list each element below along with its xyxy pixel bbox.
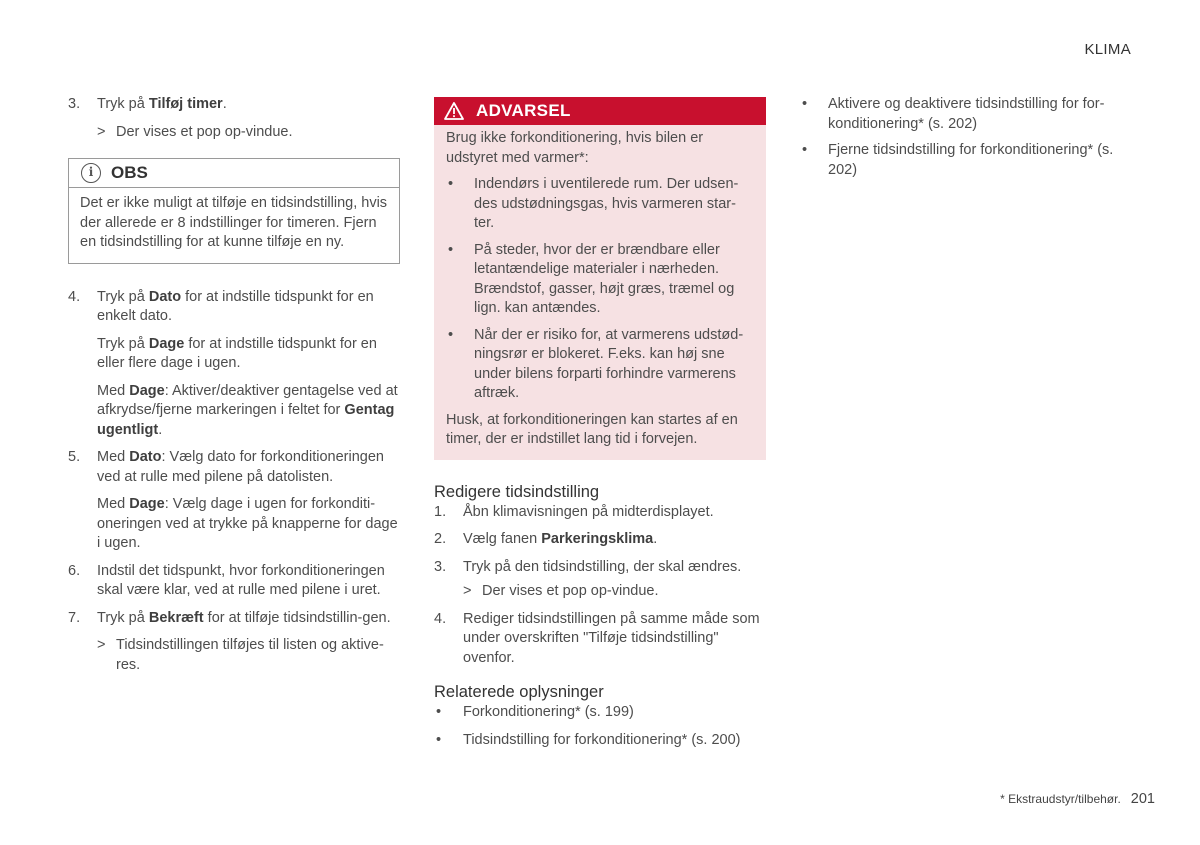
warning-bullet: • Når der er risiko for, at varmerens udstød-ningsrør er blokeret. F.eks. kan høj sne under bilens forparti forhindre varmerens aftræk. <box>448 326 744 401</box>
footnote: * Ekstraudstyr/tilbehør. <box>1000 792 1121 806</box>
edit-step-3: 3. Tryk på den tidsindstilling, der skal ændres. > Der vises et pop op-vindue. <box>434 558 766 602</box>
ui-term: Dato <box>129 449 162 465</box>
step-result: > Tidsindstillingen tilføjes til listen og aktive-res. <box>97 637 384 673</box>
edit-step-1: 1. Åbn klimavisningen på midterdisplayet. <box>434 503 714 520</box>
step-4: 4. Tryk på Dato for at indstille tidspunkt for en enkelt dato. Tryk på Dage for at indstille tidspunkt for en eller flere dage i ugen. Med Dage: Aktiver/deaktiver gentagelse ved at afkrydse/fjerne markeringen i feltet for Gentag ugentligt. <box>68 288 398 438</box>
step-number: 6. <box>68 562 81 579</box>
step-number: 5. <box>68 449 81 465</box>
related-link[interactable]: • Forkonditionering* (s. 199) <box>436 704 634 720</box>
ui-term: Dage <box>129 496 165 512</box>
note-header <box>69 159 399 188</box>
page-footer <box>1000 790 1155 810</box>
ui-term: Dage <box>129 382 165 399</box>
ui-term: Tilføj timer <box>148 96 223 112</box>
warning-title: ADVARSEL <box>476 101 571 121</box>
related-link[interactable]: • Fjerne tidsindstilling for forkonditionering* (s. 202) <box>802 142 1114 178</box>
step-number: 3. <box>68 96 81 112</box>
column-1 <box>68 95 403 683</box>
step-3: 3. Tryk på Tilføj timer. > Der vises et pop op-vindue. <box>68 95 403 142</box>
warning-intro: Brug ikke forkonditionering, hvis bilen er udstyret med varmer*: <box>446 130 704 166</box>
warning-header <box>434 97 766 125</box>
warning-bullet: • Indendørs i uventilerede rum. Der udsen-des udstødningsgas, hvis varmeren star-ter. <box>448 176 739 231</box>
ui-term: Bekræft <box>148 609 204 626</box>
step-5: 5. Med Dato: Vælg dato for forkonditioneringen ved at rulle med pilene på datolisten. Med Dage: Vælg dage i ugen for forkonditi-oneringen ved at trykke på knapperne for dage i ugen. <box>68 449 398 551</box>
step-number: 4. <box>68 288 81 305</box>
info-icon: i <box>81 163 101 183</box>
note-title: OBS <box>111 163 148 183</box>
related-link[interactable]: • Aktivere og deaktivere tidsindstilling for for-konditionering* (s. 202) <box>802 96 1105 132</box>
note-body: Det er ikke muligt at tilføje en tidsindstilling, hvis der allerede er 8 indstillinger for timeren. Fjern en tidsindstilling for at kunne tilføje en ny. <box>80 195 388 250</box>
warning-box <box>434 97 766 460</box>
step-result: > Der vises et pop op-vindue. <box>97 123 293 140</box>
ui-term: Dage <box>148 335 185 352</box>
warning-outro: Husk, at forkonditioneringen kan startes af en timer, der er indstillet lang tid i forvejen. <box>446 411 738 447</box>
warning-body <box>434 125 766 450</box>
ui-term: Gentag ugentligt <box>97 402 395 438</box>
edit-heading: Redigere tidsindstilling <box>434 482 600 501</box>
edit-step-2: 2. Vælg fanen Parkeringsklima. <box>434 531 658 547</box>
warning-triangle-icon <box>444 102 464 120</box>
section-title: KLIMA <box>1084 41 1131 58</box>
step-7: 7. Tryk på Bekræft for at tilføje tidsindstillin-gen. > Tidsindstillingen tilføjes til listen og aktive-res. <box>68 609 403 676</box>
related-list <box>434 703 766 750</box>
column-3 <box>800 95 1130 187</box>
step-number: 7. <box>68 609 81 626</box>
column-2 <box>434 97 766 750</box>
step-6: 6. Indstil det tidspunkt, hvor forkonditioneringen skal være klar, ved at rulle med pilene i uret. <box>68 562 385 598</box>
related-link[interactable]: • Tidsindstilling for forkonditionering* (s. 200) <box>436 731 741 748</box>
ui-term: Parkeringsklima <box>541 531 654 547</box>
ui-term: Dato <box>148 288 182 305</box>
step-result: > Der vises et pop op-vindue. <box>463 583 659 599</box>
related-heading: Relaterede oplysninger <box>434 683 604 701</box>
note-box <box>68 158 400 264</box>
edit-step-4: 4. Rediger tidsindstillingen på samme måde som under overskriften "Tilføje tidsindstilling" ovenfor. <box>434 610 760 666</box>
warning-bullet: • På steder, hvor der er brændbare eller letantændelige materialer i nærheden. Brændstof, gasser, højt græs, træmel og lign. kan antændes. <box>448 241 735 316</box>
page-number: 201 <box>1130 791 1155 807</box>
